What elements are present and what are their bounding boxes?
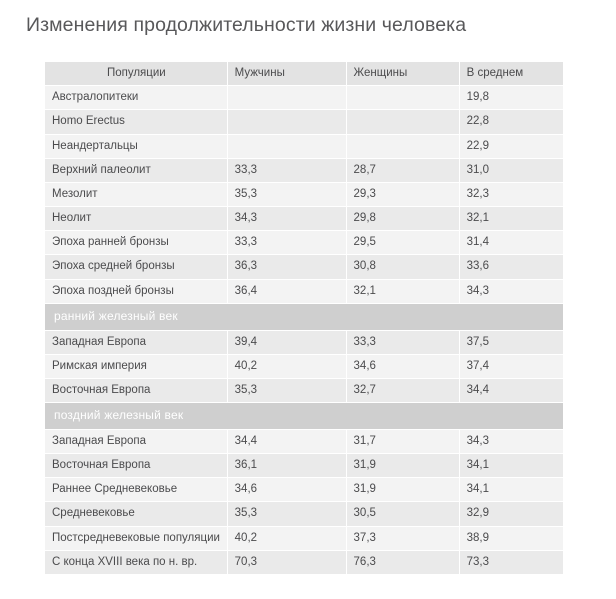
- cell-population: Homo Erectus: [45, 110, 228, 134]
- cell-average: 34,4: [459, 378, 563, 402]
- cell-women: 32,1: [346, 279, 459, 303]
- cell-women: 29,5: [346, 231, 459, 255]
- column-header-women: Женщины: [346, 62, 459, 86]
- cell-average: 73,3: [459, 550, 563, 574]
- cell-men: [227, 110, 346, 134]
- cell-population: Неолит: [45, 207, 228, 231]
- cell-population: Постсредневековые популяции: [45, 526, 228, 550]
- cell-women: 29,8: [346, 207, 459, 231]
- table-row: [45, 86, 564, 110]
- cell-men: [227, 86, 346, 110]
- page-title: Изменения продолжительности жизни человека: [26, 14, 467, 36]
- cell-men: 35,3: [227, 502, 346, 526]
- cell-men: 34,3: [227, 207, 346, 231]
- cell-women: 28,7: [346, 158, 459, 182]
- cell-population: Эпоха поздней бронзы: [45, 279, 228, 303]
- cell-population: Мезолит: [45, 182, 228, 206]
- table-header-row: [45, 62, 564, 86]
- cell-average: 19,8: [459, 86, 563, 110]
- cell-population: Западная Европа: [45, 429, 228, 453]
- cell-population: Средневековье: [45, 502, 228, 526]
- table-row: [45, 330, 564, 354]
- column-header-population: Популяции: [45, 62, 228, 86]
- table-row: [45, 255, 564, 279]
- cell-population: Эпоха средней бронзы: [45, 255, 228, 279]
- table-row: [45, 354, 564, 378]
- cell-average: 34,3: [459, 429, 563, 453]
- cell-average: 31,0: [459, 158, 563, 182]
- cell-men: 35,3: [227, 182, 346, 206]
- cell-men: 36,3: [227, 255, 346, 279]
- cell-women: 31,9: [346, 454, 459, 478]
- cell-men: [227, 134, 346, 158]
- cell-women: [346, 110, 459, 134]
- cell-women: 33,3: [346, 330, 459, 354]
- cell-average: 22,8: [459, 110, 563, 134]
- cell-population: Раннее Средневековье: [45, 478, 228, 502]
- cell-men: 34,6: [227, 478, 346, 502]
- cell-population: С конца XVIII века по н. вр.: [45, 550, 228, 574]
- section-label: поздний железный век: [45, 403, 564, 430]
- section-label: ранний железный век: [45, 303, 564, 330]
- table-row: [45, 429, 564, 453]
- table-section-row: [45, 403, 564, 430]
- table-body: [45, 86, 564, 575]
- table-row: [45, 279, 564, 303]
- table-row: [45, 207, 564, 231]
- cell-men: 70,3: [227, 550, 346, 574]
- cell-men: 34,4: [227, 429, 346, 453]
- table-row: [45, 231, 564, 255]
- table-row: [45, 502, 564, 526]
- cell-population: Эпоха ранней бронзы: [45, 231, 228, 255]
- table-head: [45, 62, 564, 86]
- cell-women: 29,3: [346, 182, 459, 206]
- table-row: [45, 378, 564, 402]
- cell-women: 37,3: [346, 526, 459, 550]
- cell-women: 31,7: [346, 429, 459, 453]
- cell-women: [346, 86, 459, 110]
- table-row: [45, 134, 564, 158]
- column-header-men: Мужчины: [227, 62, 346, 86]
- table-row: [45, 110, 564, 134]
- cell-women: 31,9: [346, 478, 459, 502]
- table-row: [45, 182, 564, 206]
- cell-men: 39,4: [227, 330, 346, 354]
- cell-men: 36,4: [227, 279, 346, 303]
- cell-women: 30,5: [346, 502, 459, 526]
- cell-women: 32,7: [346, 378, 459, 402]
- cell-average: 32,3: [459, 182, 563, 206]
- cell-average: 34,1: [459, 478, 563, 502]
- cell-average: 38,9: [459, 526, 563, 550]
- table-row: [45, 478, 564, 502]
- cell-average: 33,6: [459, 255, 563, 279]
- cell-average: 37,4: [459, 354, 563, 378]
- table-container: [0, 37, 616, 575]
- cell-population: Римская империя: [45, 354, 228, 378]
- table-row: [45, 158, 564, 182]
- cell-average: 22,9: [459, 134, 563, 158]
- cell-men: 40,2: [227, 526, 346, 550]
- cell-men: 36,1: [227, 454, 346, 478]
- cell-average: 37,5: [459, 330, 563, 354]
- cell-women: 34,6: [346, 354, 459, 378]
- cell-population: Восточная Европа: [45, 454, 228, 478]
- cell-average: 32,9: [459, 502, 563, 526]
- cell-population: Западная Европа: [45, 330, 228, 354]
- cell-average: 34,1: [459, 454, 563, 478]
- cell-average: 34,3: [459, 279, 563, 303]
- column-header-average: В среднем: [459, 62, 563, 86]
- cell-average: 32,1: [459, 207, 563, 231]
- cell-women: 30,8: [346, 255, 459, 279]
- cell-men: 33,3: [227, 231, 346, 255]
- cell-men: 33,3: [227, 158, 346, 182]
- life-expectancy-table: [44, 61, 564, 575]
- cell-women: 76,3: [346, 550, 459, 574]
- cell-men: 35,3: [227, 378, 346, 402]
- cell-average: 31,4: [459, 231, 563, 255]
- cell-men: 40,2: [227, 354, 346, 378]
- cell-population: Австралопитеки: [45, 86, 228, 110]
- cell-women: [346, 134, 459, 158]
- cell-population: Неандертальцы: [45, 134, 228, 158]
- table-row: [45, 454, 564, 478]
- table-row: [45, 526, 564, 550]
- table-row: [45, 550, 564, 574]
- cell-population: Верхний палеолит: [45, 158, 228, 182]
- table-section-row: [45, 303, 564, 330]
- cell-population: Восточная Европа: [45, 378, 228, 402]
